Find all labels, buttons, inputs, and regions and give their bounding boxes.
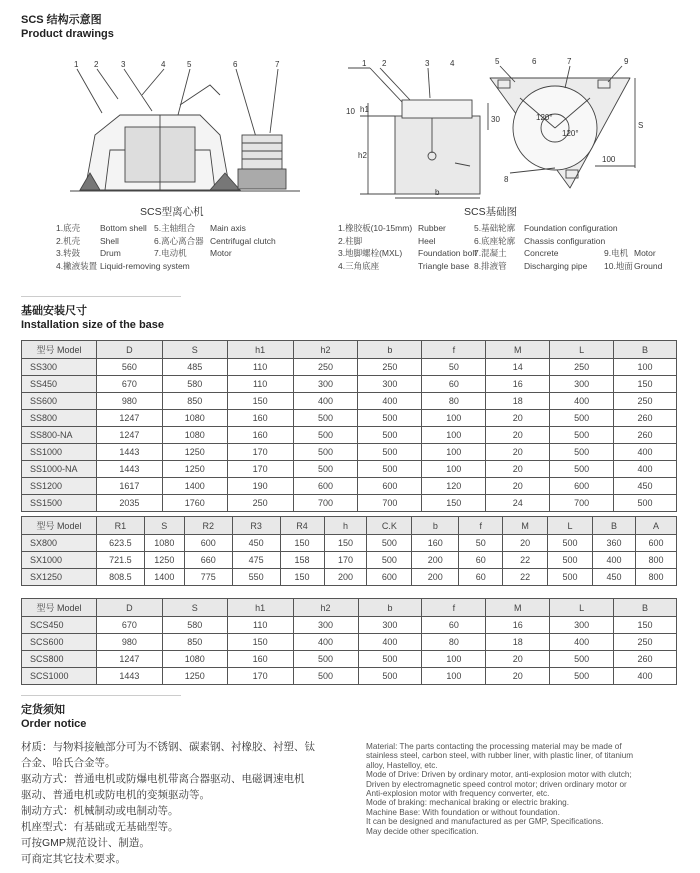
rcallout-8: 8 [504, 175, 509, 184]
table-row: SX1000 721.5 1250 660 475 158 170 500 200 60 22 500 400 800 [22, 552, 677, 569]
table-row: SS1500 2035 1760 250 700 700 150 24 700 500 [22, 495, 677, 512]
table-row: SS600 980 850 150 400 400 80 18 400 250 [22, 393, 677, 410]
table-row: SCS800 1247 1080 160 500 500 100 20 500 260 [22, 651, 677, 668]
section2-title-en: Installation size of the base [21, 319, 165, 331]
callout-5: 5 [187, 60, 192, 69]
centrifuge-drawing [60, 55, 320, 200]
rcallout-7: 7 [567, 58, 572, 66]
table3-header: 型号 Model D S h1 h2 b f M L B [22, 599, 677, 617]
table-row: SS1200 1617 1400 190 600 600 120 20 600 450 [22, 478, 677, 495]
table-row: SCS1000 1443 1250 170 500 500 100 20 500 400 [22, 668, 677, 685]
table-sx-series [21, 516, 677, 586]
section2-title-cn: 基础安装尺寸 [21, 305, 87, 317]
table-ss-series [21, 340, 677, 512]
callout-6: 6 [233, 60, 238, 69]
foundation-drawing [340, 58, 650, 203]
table-row: SS1000-NA 1443 1250 170 500 500 100 20 500 400 [22, 461, 677, 478]
dim-angle-2: 120° [562, 129, 579, 138]
rcallout-4: 4 [450, 59, 455, 68]
rcallout-5: 5 [495, 58, 500, 66]
section-title-en: Product drawings [21, 28, 114, 40]
order-notes-cn: 材质：与物料接触部分可为不锈钢、碳素钢、衬橡胶、衬塑、钛 合金、哈氏合金等。 驱动方式：普通电机或防爆电机带离合器驱动、电磁调速电机 驱动、普通电机或防电机的变频驱动等。 制动方式：机械制动或电制动等。 机座型式：有基础或无基础型等。 可按GMP规范设计、制造。 可商定其它技术要求。 [21, 741, 315, 865]
table-row: SS1000 1443 1250 170 500 500 100 20 500 400 [22, 444, 677, 461]
callout-3: 3 [121, 60, 126, 69]
rcallout-10: 10 [346, 107, 355, 116]
rcallout-3: 3 [425, 59, 430, 68]
rcallout-2: 2 [382, 59, 387, 68]
rcallout-1: 1 [362, 59, 367, 68]
divider [21, 296, 181, 297]
table-scs-series [21, 598, 677, 685]
order-notes-en: Material: The parts contacting the processing material may be made of stainless steel, carbon steel, with rubber liner, with plastic liner, of titanium alloy, Hastelloy, etc. Mode of Drive: Driven by ordinary motor, anti-explosion motor with clutch; Driven by electromagnetic speed control motor; driven ordinary motor or Anti-explosion motor with frequency converter, etc. Mode of braking: mechanical braking or electric braking. Machine Base: With foundation or without foundation. It can be designed and manufactured as per GMP, Specifications. May decide other specification. [366, 742, 634, 836]
callout-1: 1 [74, 60, 79, 69]
dim-h1: h1 [360, 105, 369, 114]
callout-7: 7 [275, 60, 280, 69]
section-title-cn: SCS 结构示意图 [21, 14, 102, 26]
rcallout-9: 9 [624, 58, 629, 66]
table1-header: 型号 Model D S h1 h2 b f M L B [22, 341, 677, 359]
table-row: SX800 623.5 1080 600 450 150 150 500 160 50 20 500 360 600 [22, 535, 677, 552]
left-figure-caption: SCS型离心机 [140, 206, 204, 218]
table-row: SS800-NA 1247 1080 160 500 500 100 20 500 260 [22, 427, 677, 444]
table-row: SS300 560 485 110 250 250 50 14 250 100 [22, 359, 677, 376]
table-row: SX1250 808.5 1400 775 550 150 200 600 200 60 22 500 450 800 [22, 569, 677, 586]
dim-angle-1: 120° [536, 113, 553, 122]
left-legend: 1.底壳 Bottom shell 5.主轴组合 Main axis 2.机壳 Shell 6.离心离合器 Centrifugal clutch 3.转鼓 Drum 7.电动机 Motor 4.撇液装置 Liquid-removing system [56, 223, 276, 271]
callout-2: 2 [94, 60, 99, 69]
table-row: SS450 670 580 110 300 300 60 16 300 150 [22, 376, 677, 393]
dim-b: b [435, 188, 440, 197]
rcallout-6: 6 [532, 58, 537, 66]
dim-h2: h2 [358, 151, 367, 160]
table-row: SCS450 670 580 110 300 300 60 16 300 150 [22, 617, 677, 634]
section3-title-cn: 定货须知 [21, 704, 65, 716]
table-row: SS800 1247 1080 160 500 500 100 20 500 260 [22, 410, 677, 427]
callout-4: 4 [161, 60, 166, 69]
dim-S: S [638, 121, 644, 130]
table2-header: 型号 Model R1 S R2 R3 R4 h C.K b f M L B A [22, 517, 677, 535]
right-legend: 1.橡胶板(10-15mm) Rubber 5.基础轮廓 Foundation configuration 2.柱脚 Heel 6.底座轮廓 Chassis configuration 3.地脚螺栓(MXL) Foundation bolt7.混凝土 Concrete 9.电机 Motor 4.三角底座 Triangle base 8.排液管 Discharging pipe 10.地面Ground [338, 223, 663, 271]
divider [21, 695, 181, 696]
dim-30: 30 [491, 115, 500, 124]
section3-title-en: Order notice [21, 718, 87, 730]
right-figure-caption: SCS基础图 [464, 206, 518, 218]
table-row: SCS600 980 850 150 400 400 80 18 400 250 [22, 634, 677, 651]
dim-100: 100 [602, 155, 616, 164]
